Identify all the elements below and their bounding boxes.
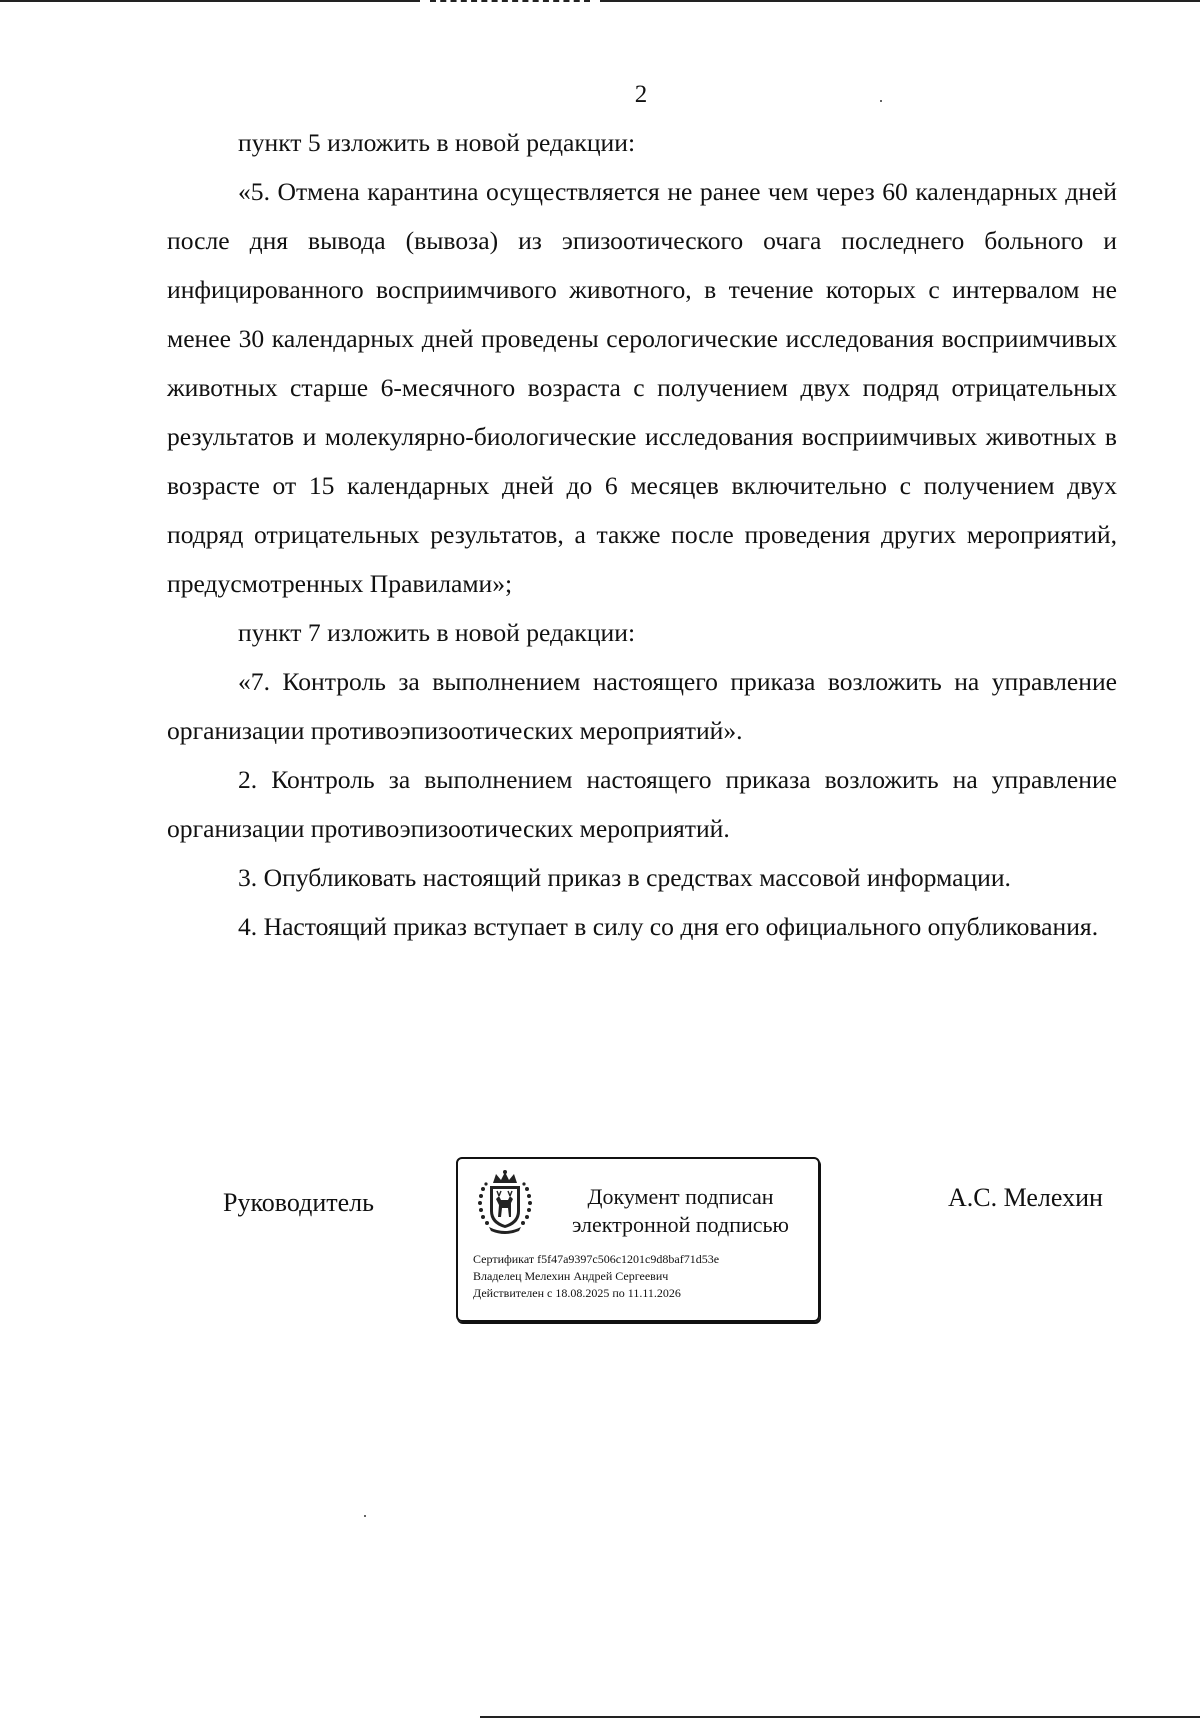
amendment-text-p5: «5. Отмена карантина осуществляется не ранее чем через 60 календарных дней после дня вывода (вывоза) из эпизоотического очага последнего больного и инфицированного восприимчивого животного, в течение которых с интервалом не менее 30 календарных дней проведены серологические исследования восприимчивых животных старше 6-месячного возраста с получением двух подряд отрицательных результатов и молекулярно-биологические исследования восприимчивых животных в возрасте от 15 календарных дней до 6 месяцев включительно с получением двух подряд отрицательных результатов, а также после проведения других мероприятий, предусмотренных Правилами»; bbox=[167, 177, 1117, 598]
coat-of-arms-icon bbox=[475, 1169, 535, 1235]
document-body bbox=[167, 118, 1117, 951]
order-item-3: 3. Опубликовать настоящий приказ в средствах массовой информации. bbox=[238, 863, 1011, 892]
stamp-owner: Владелец Мелехин Андрей Сергеевич bbox=[473, 1269, 669, 1283]
stamp-title-line2: электронной подписью bbox=[571, 1212, 789, 1237]
stamp-title bbox=[553, 1183, 808, 1239]
bottom-edge-rule bbox=[480, 1716, 1200, 1718]
amendment-text-p7: «7. Контроль за выполнением настоящего приказа возложить на управление организации противоэпизоотических мероприятий». bbox=[167, 667, 1117, 745]
stamp-certificate: Сертификат f5f47a9397c506c1201c9d8baf71d53e bbox=[473, 1252, 720, 1266]
order-item-2: 2. Контроль за выполнением настоящего приказа возложить на управление организации противоэпизоотических мероприятий. bbox=[167, 765, 1117, 843]
stamp-title-line1: Документ подписан bbox=[587, 1184, 774, 1209]
stamp-details bbox=[473, 1251, 813, 1302]
top-edge-dash bbox=[430, 0, 590, 2]
order-item-4: 4. Настоящий приказ вступает в силу со дня его официального опубликования. bbox=[238, 912, 1099, 941]
stamp-validity: Действителен с 18.08.2025 по 11.11.2026 bbox=[473, 1286, 681, 1300]
scan-speck bbox=[880, 100, 882, 102]
amendment-intro-p7: пункт 7 изложить в новой редакции: bbox=[238, 618, 636, 647]
signer-name: А.С. Мелехин bbox=[948, 1183, 1103, 1212]
page-number: 2 bbox=[634, 81, 648, 108]
scan-speck bbox=[364, 1515, 366, 1517]
top-edge-rule bbox=[0, 0, 1200, 2]
amendment-intro-p5: пункт 5 изложить в новой редакции: bbox=[238, 128, 636, 157]
electronic-signature-stamp bbox=[456, 1157, 820, 1322]
signer-role: Руководитель bbox=[223, 1188, 374, 1217]
